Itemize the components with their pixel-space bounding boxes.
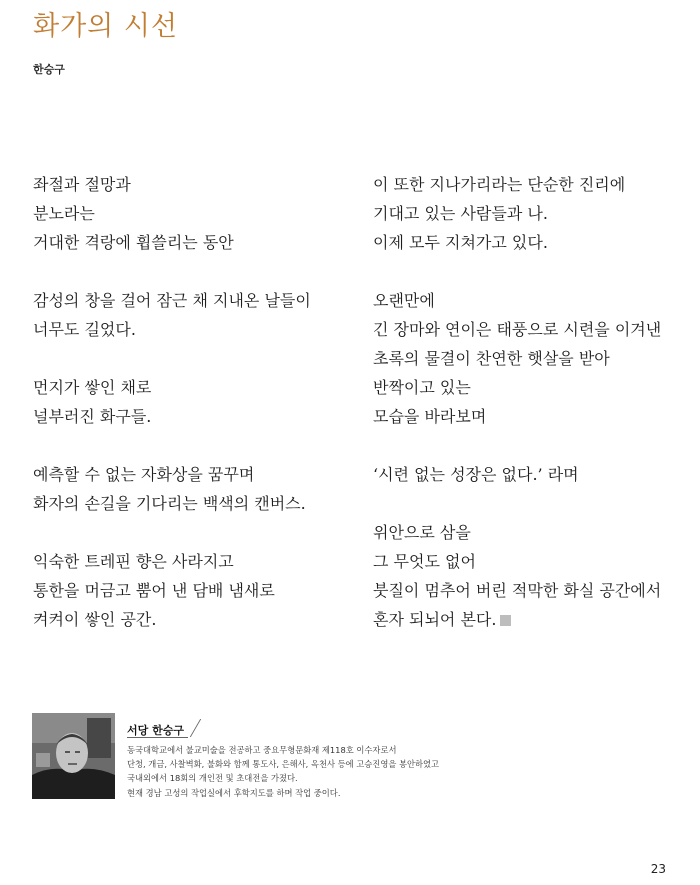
poem-line: 위안으로 삼을 bbox=[373, 523, 471, 542]
poem-line: 초록의 물결이 찬연한 햇살을 받아 bbox=[373, 349, 610, 368]
bio-name-heading bbox=[127, 719, 188, 738]
poem-line: 반짝이고 있는 bbox=[373, 378, 471, 397]
poem-line: 붓질이 멈추어 버린 적막한 화실 공간에서 bbox=[373, 581, 662, 600]
bio-line: 동국대학교에서 불교미술을 전공하고 중요무형문화재 제118호 이수자로서 bbox=[127, 745, 397, 755]
page-number: 23 bbox=[650, 862, 666, 876]
poem-line: 통한을 머금고 뿜어 낸 담배 냄새로 bbox=[33, 581, 275, 600]
author-photo bbox=[32, 713, 115, 799]
bio-name: 서당 한승구 bbox=[127, 724, 184, 737]
poem-left-column bbox=[33, 170, 353, 634]
poem-line: 거대한 격랑에 휩쓸리는 동안 bbox=[33, 233, 234, 252]
stanza bbox=[373, 460, 673, 489]
end-mark-icon bbox=[500, 615, 511, 626]
stanza bbox=[33, 170, 353, 257]
poem-line: 모습을 바라보며 bbox=[373, 407, 487, 426]
bio-line: 현재 경남 고성의 작업실에서 후학지도를 하며 작업 중이다. bbox=[127, 787, 341, 798]
stanza bbox=[33, 286, 353, 344]
stanza bbox=[33, 460, 353, 518]
poem-line: 이 또한 지나가리라는 단순한 진리에 bbox=[373, 175, 626, 194]
bio-line: 국내외에서 18회의 개인전 및 초대전을 가졌다. bbox=[127, 773, 298, 784]
poem-line: 그 무엇도 없어 bbox=[373, 552, 476, 571]
bio-line: 단청, 개금, 사찰벽화, 불화와 함께 통도사, 은해사, 옥천사 등에 고승진영을 봉안하였고 bbox=[127, 759, 440, 770]
author-name: 한승구 bbox=[33, 63, 65, 76]
poem-line: 켜켜이 쌓인 공간. bbox=[33, 610, 157, 629]
poem-right-column bbox=[373, 170, 673, 634]
poem-line: 긴 장마와 연이은 태풍으로 시련을 이겨낸 bbox=[373, 320, 662, 339]
stanza bbox=[373, 286, 673, 431]
stanza bbox=[373, 518, 673, 634]
poem-line: 감성의 창을 걸어 잠근 채 지내온 날들이 bbox=[33, 291, 311, 310]
poem-line: 분노라는 bbox=[33, 204, 95, 223]
bio-text bbox=[127, 743, 439, 800]
stanza bbox=[373, 170, 673, 257]
stanza bbox=[33, 373, 353, 431]
poem-line: 이제 모두 지쳐가고 있다. bbox=[373, 233, 548, 252]
poem-line-text: 혼자 되뇌어 본다. bbox=[373, 610, 497, 629]
poem-line: 좌절과 절망과 bbox=[33, 175, 131, 194]
poem-line: 화자의 손길을 기다리는 백색의 캔버스. bbox=[33, 494, 306, 513]
poem-line: 오랜만에 bbox=[373, 291, 435, 310]
author-bio bbox=[32, 713, 652, 803]
poem-line: 먼지가 쌓인 채로 bbox=[33, 378, 152, 397]
poem-line: 예측할 수 없는 자화상을 꿈꾸며 bbox=[33, 465, 255, 484]
stanza bbox=[33, 547, 353, 634]
poem-line: 기대고 있는 사람들과 나. bbox=[373, 204, 548, 223]
poem-line: 익숙한 트레핀 향은 사라지고 bbox=[33, 552, 234, 571]
poem-line: 널부러진 화구들. bbox=[33, 407, 152, 426]
poem-line: 너무도 길었다. bbox=[33, 320, 136, 339]
poem-line-last bbox=[373, 605, 673, 634]
poem-line: ‘시련 없는 성장은 없다.’ 라며 bbox=[373, 465, 579, 484]
page-title: 화가의 시선 bbox=[33, 11, 178, 42]
